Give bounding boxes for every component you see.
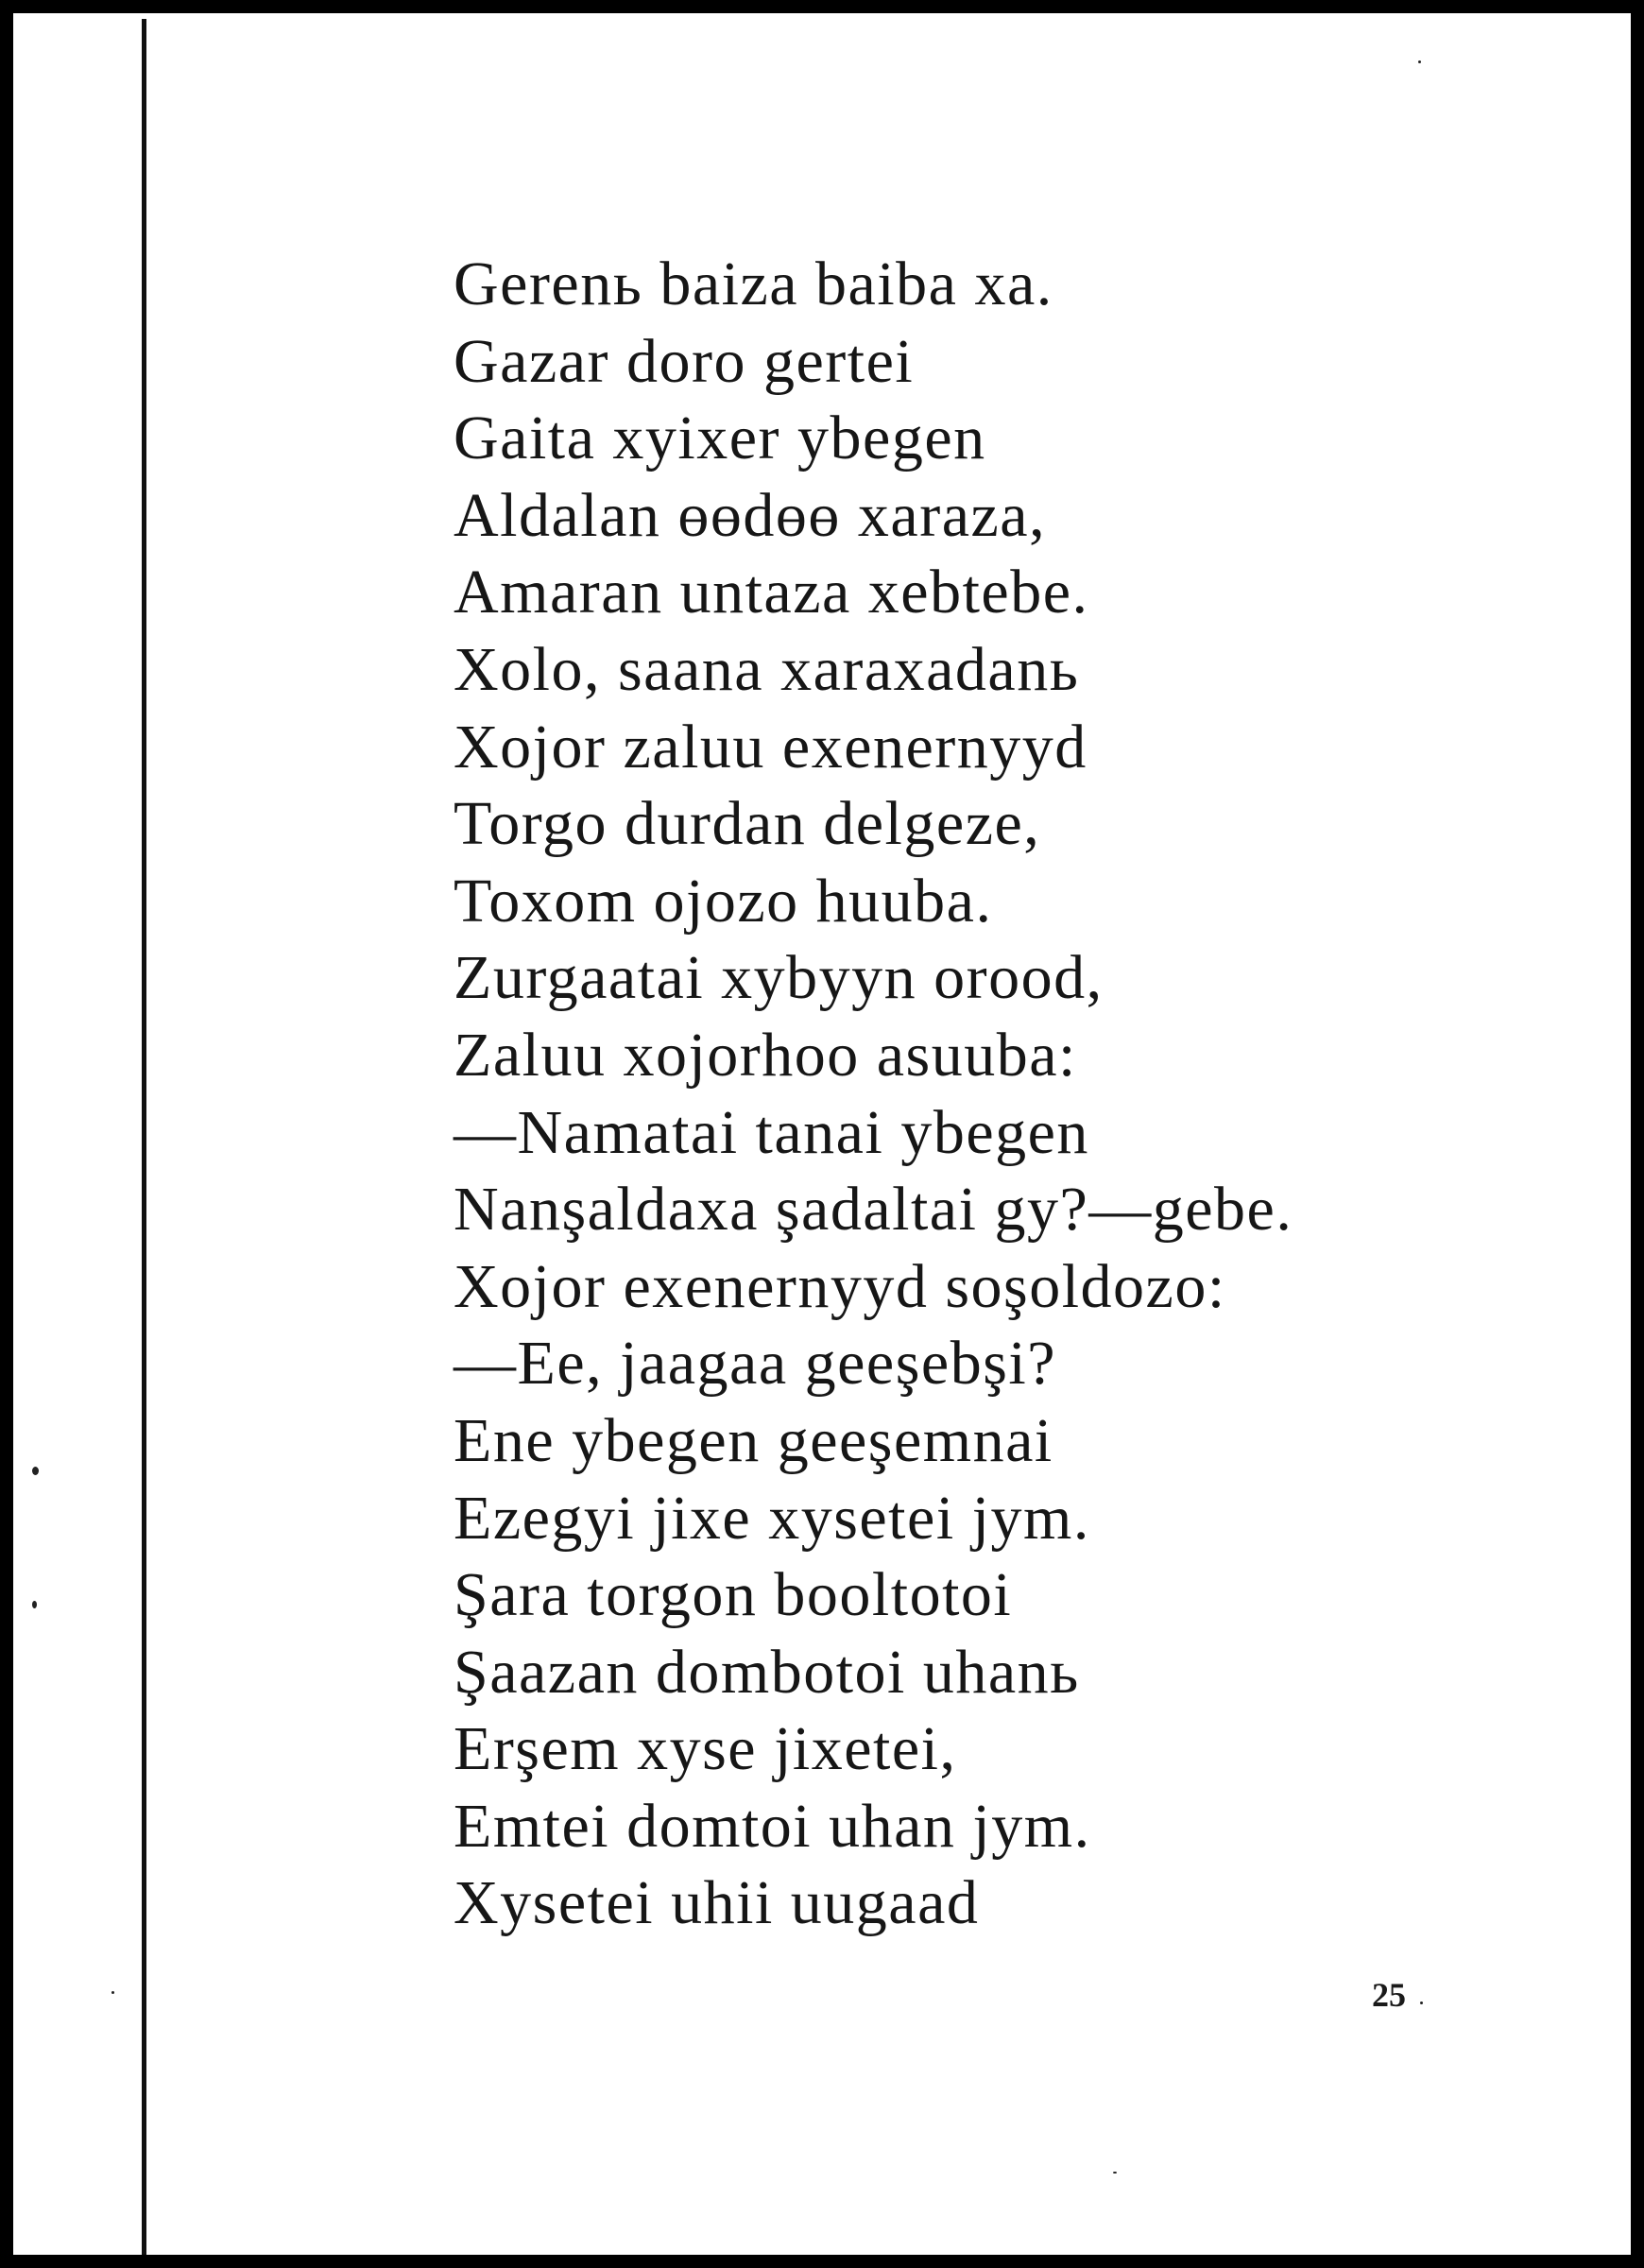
scan-speck bbox=[1420, 2002, 1423, 2004]
poem-line: Xysetei uhii uugaad bbox=[454, 1868, 980, 1938]
poem-line: Gazar doro gertei bbox=[454, 326, 915, 396]
scan-speck bbox=[32, 1467, 39, 1475]
poem-line: Zurgaatai xybyyn orood, bbox=[454, 943, 1104, 1013]
scan-speck bbox=[1113, 2172, 1117, 2174]
poem-line: Ezegyi jixe xysetei jym. bbox=[454, 1483, 1090, 1553]
poem-line: —Namatai tanai ybegen bbox=[454, 1097, 1089, 1167]
poem-line: Şara torgon booltotoi bbox=[454, 1560, 1013, 1630]
poem-line: —Ee, jaagaa geeşebşi? bbox=[454, 1329, 1057, 1399]
poem-line: Zaluu xojorhoo asuuba: bbox=[454, 1020, 1077, 1090]
poem-line: Amaran untaza xebtebe. bbox=[454, 558, 1089, 627]
page-number: 25 bbox=[1372, 1976, 1406, 2014]
scan-speck bbox=[111, 1991, 114, 1994]
poem-line: Nanşaldaxa şadaltai gy?—gebe. bbox=[454, 1175, 1293, 1245]
scan-speck bbox=[1418, 60, 1421, 63]
book-page bbox=[13, 13, 1631, 2255]
scan-speck bbox=[32, 1601, 37, 1608]
poem-line: Xojor zaluu exenernyyd bbox=[454, 712, 1087, 782]
poem-line: Erşem xyse jixetei, bbox=[454, 1714, 957, 1784]
poem-line: Aldalan өөdөө xaraza, bbox=[454, 480, 1047, 550]
poem-text bbox=[454, 246, 1293, 1942]
poem-line: Xojor exenernyyd soşoldozo: bbox=[454, 1251, 1226, 1321]
poem-line: Gaita xyixer ybegen bbox=[454, 404, 986, 473]
poem-line: Xolo, saana xaraxadanь bbox=[454, 634, 1080, 704]
poem-line: Şaazan dombotoi uhanь bbox=[454, 1637, 1080, 1707]
poem-line: Torgo durdan delgeze, bbox=[454, 789, 1041, 859]
poem-line: Gerenь baiza baiba xa. bbox=[454, 249, 1053, 318]
poem-line: Ene ybegen geeşemnai bbox=[454, 1405, 1053, 1475]
spine-edge-line bbox=[142, 19, 146, 2255]
poem-line: Emtei domtoi uhan jym. bbox=[454, 1791, 1091, 1861]
poem-line: Toxom ojozo huuba. bbox=[454, 866, 993, 936]
